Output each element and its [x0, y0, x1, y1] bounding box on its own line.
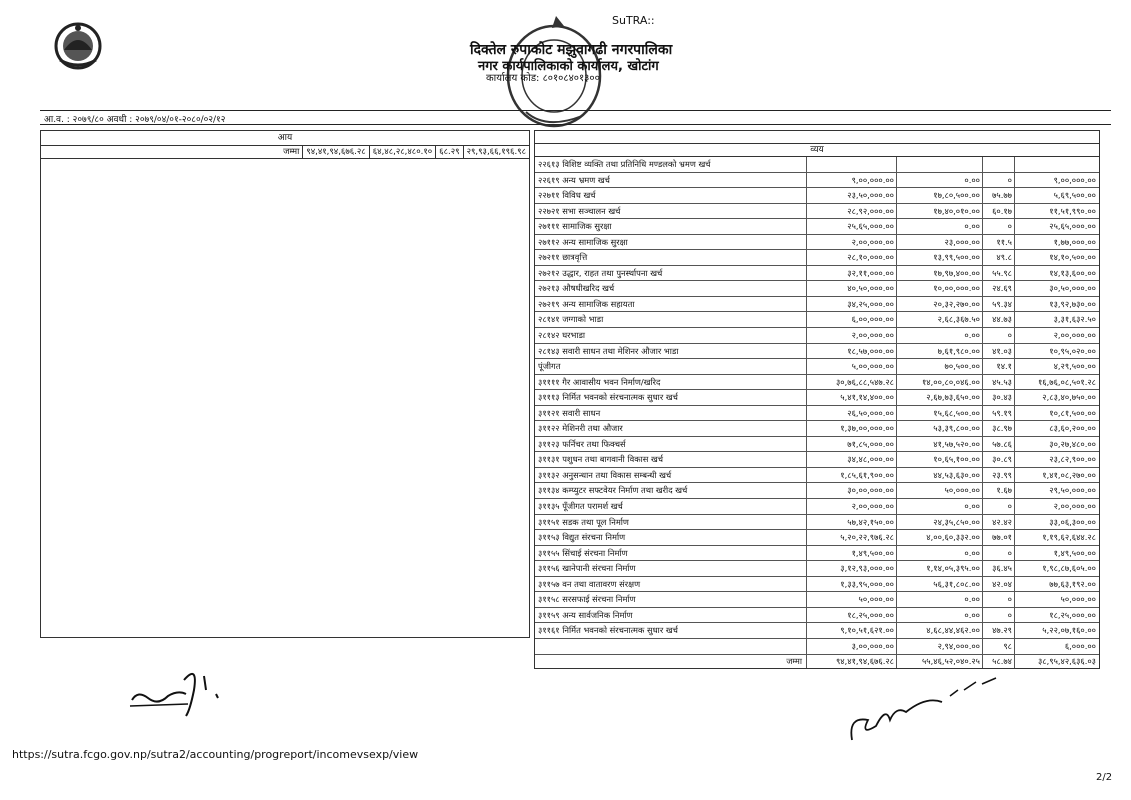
cell-budget: ३४,४८,०००.००: [807, 452, 897, 467]
cell-expense: ७०,५००.००: [897, 359, 983, 374]
cell-pct: ४५.५३: [983, 375, 1015, 390]
signature-left: [128, 660, 248, 720]
cell-expense: २०,३२,२७०.००: [897, 297, 983, 312]
page-url: https://sutra.fcgo.gov.np/sutra2/accounting/progreport/incomevsexp/view: [12, 748, 419, 761]
cell-budget: ३४,२५,०००.००: [807, 297, 897, 312]
table-row: [535, 375, 1099, 391]
cell-name: २२७२१ सभा सञ्चालन खर्च: [535, 204, 807, 219]
cell-expense: ०.००: [897, 173, 983, 188]
cell-name: ३११३१ पशुधन तथा बागवानी विकास खर्च: [535, 452, 807, 467]
cell-name: २७११२ अन्य सामाजिक सुरक्षा: [535, 235, 807, 250]
cell-name: २२६१९ अन्य भ्रमण खर्च: [535, 173, 807, 188]
cell-budget: ३०,७६,८८,५४७.२८: [807, 375, 897, 390]
table-row: [535, 623, 1099, 639]
cell-name: ३१११३ निर्मित भवनको संरचनात्मक सुधार खर्च: [535, 390, 807, 405]
cell-expense: २३,०००.००: [897, 235, 983, 250]
cell-name: २८१४३ सवारी साधन तथा मेशिनर औजार भाडा: [535, 344, 807, 359]
cell-expense: ४४,५३,६३०.००: [897, 468, 983, 483]
cell-budget: ९,००,०००.००: [807, 173, 897, 188]
cell-budget: २,००,०००.००: [807, 499, 897, 514]
cell-expense: २,९४,०००.००: [897, 639, 983, 654]
cell-budget: ५०,०००.००: [807, 592, 897, 607]
income-total-pct: ६८.२९: [435, 146, 462, 158]
cell-budget: २८,९२,०००.००: [807, 204, 897, 219]
cell-balance: ११,५१,९९०.००: [1049, 205, 1096, 216]
cell-balance: १,४९,५००.००: [1053, 547, 1096, 558]
cell-expense: ५६,३१,८०८.००: [897, 577, 983, 592]
cell-expense: [897, 157, 983, 172]
cell-expense: ०.००: [897, 219, 983, 234]
table-row: [535, 468, 1099, 484]
expense-heading: व्यय: [535, 144, 1099, 157]
cell-budget: [807, 157, 897, 172]
cell-budget: ३,१२,९३,०००.००: [807, 561, 897, 576]
table-row: [535, 173, 1099, 189]
cell-pct: ५७.८६: [983, 437, 1015, 452]
page-number: 2/2: [1096, 772, 1113, 783]
cell-expense: ०.००: [897, 499, 983, 514]
expense-table: [535, 157, 1099, 655]
cell-name: २७२१२ उद्धार, राहत तथा पुनर्स्थापना खर्च: [535, 266, 807, 281]
table-row: [535, 390, 1099, 406]
cell-name: ३११३५ पूँजीगत परामर्श खर्च: [535, 499, 807, 514]
cell-pct: ०: [983, 328, 1015, 343]
cell-expense: २,६७,७३,६५०.००: [897, 390, 983, 405]
expense-total-budget: ९४,४१,९४,६७६.२८: [807, 655, 897, 668]
cell-pct: २३.९९: [983, 468, 1015, 483]
cell-budget: २३,५०,०००.००: [807, 188, 897, 203]
cell-name: पूंजीगत: [535, 359, 807, 374]
cell-name: २७१११ सामाजिक सुरक्षा: [535, 219, 807, 234]
table-row: [535, 515, 1099, 531]
table-row: [535, 188, 1099, 204]
cell-expense: ४,६८,४४,४६२.००: [897, 623, 983, 638]
cell-expense: ७,६१,९८०.००: [897, 344, 983, 359]
table-row: [535, 561, 1099, 577]
cell-balance: ५,२२,०७,१६०.००: [1042, 625, 1096, 636]
cell-name: ३११५७ वन तथा वातावरण संरक्षण: [535, 577, 807, 592]
table-row: [535, 608, 1099, 624]
table-row: [535, 437, 1099, 453]
cell-expense: ४,००,६०,३३२.००: [897, 530, 983, 545]
table-row: [535, 483, 1099, 499]
table-row: [535, 235, 1099, 251]
cell-name: २७२११ छात्रवृत्ति: [535, 250, 807, 265]
cell-budget: १,४९,५००.००: [807, 546, 897, 561]
table-row: [535, 312, 1099, 328]
table-row: [535, 421, 1099, 437]
income-total-row: [41, 146, 529, 159]
table-row: [535, 359, 1099, 375]
cell-balance: ३०,५०,०००.००: [1049, 283, 1096, 294]
table-row: [535, 328, 1099, 344]
cell-pct: ३६.४५: [983, 561, 1015, 576]
cell-pct: ४७.२९: [983, 623, 1015, 638]
cell-budget: १८,२५,०००.००: [807, 608, 897, 623]
cell-name: ३११५५ सिंचाई संरचना निर्माण: [535, 546, 807, 561]
cell-pct: ०: [983, 592, 1015, 607]
cell-pct: १.६७: [983, 483, 1015, 498]
cell-budget: ५,००,०००.००: [807, 359, 897, 374]
cell-pct: ४९.८: [983, 250, 1015, 265]
cell-pct: ७७.०१: [983, 530, 1015, 545]
income-heading: आय: [41, 131, 529, 146]
cell-budget: ३०,००,०००.००: [807, 483, 897, 498]
cell-expense: २४,३५,८५०.००: [897, 515, 983, 530]
cell-name: ३११५८ सरसफाई संरचना निर्माण: [535, 592, 807, 607]
divider: [40, 110, 1111, 111]
cell-balance: ३०,२७,४८०.००: [1049, 438, 1096, 449]
cell-balance: १,४१,०८,२७०.००: [1042, 469, 1096, 480]
table-row: [535, 204, 1099, 220]
cell-expense: ०.००: [897, 328, 983, 343]
cell-budget: ४०,५०,०००.००: [807, 281, 897, 296]
table-row: [535, 297, 1099, 313]
table-row: [535, 530, 1099, 546]
expense-total-label: जम्मा: [535, 655, 807, 668]
cell-balance: १८,२५,०००.००: [1049, 609, 1096, 620]
cell-balance: ६,०००.००: [1064, 640, 1096, 651]
cell-balance: ९,००,०००.००: [1053, 174, 1096, 185]
cell-pct: ४४.७३: [983, 312, 1015, 327]
cell-budget: २,००,०००.००: [807, 235, 897, 250]
cell-pct: ७५.७७: [983, 188, 1015, 203]
cell-budget: १,३७,००,०००.००: [807, 421, 897, 436]
table-row: [535, 266, 1099, 282]
cell-balance: २,८३,४०,७५०.००: [1042, 392, 1096, 403]
table-row: [535, 157, 1099, 173]
income-total-balance: २९,९३,६६,१९६.९८: [463, 146, 529, 158]
expense-total-expense: ५५,४६,५२,०४०.२५: [897, 655, 983, 668]
cell-pct: ५९.३४: [983, 297, 1015, 312]
expense-total-balance: ३८,९५,४२,६३६.०३: [1037, 655, 1096, 666]
cell-balance: १६,७६,०८,५०१.२८: [1037, 376, 1096, 387]
cell-name: ३११२२ मेशिनरी तथा औजार: [535, 421, 807, 436]
cell-name: ३११५९ अन्य सार्वजनिक निर्माण: [535, 608, 807, 623]
cell-expense: २,६८,३६७.५०: [897, 312, 983, 327]
cell-pct: ०: [983, 546, 1015, 561]
expense-blank-header: [535, 131, 1099, 144]
cell-pct: ४२.४२: [983, 515, 1015, 530]
cell-pct: ३०.८९: [983, 452, 1015, 467]
cell-expense: १४,००,८०,०४६.००: [897, 375, 983, 390]
table-row: [535, 452, 1099, 468]
table-row: [535, 281, 1099, 297]
fiscal-year-line: आ.व. : २०७९/८० अवधी : २०७९/०४/०१-२०८०/०२/१२: [44, 115, 226, 125]
cell-pct: ५९.१९: [983, 406, 1015, 421]
table-row: [535, 639, 1099, 655]
cell-name: २२७११ विविध खर्च: [535, 188, 807, 203]
cell-name: ३११२१ सवारी साधन: [535, 406, 807, 421]
cell-balance: १०,९५,०२०.००: [1049, 345, 1096, 356]
cell-name: ३११५६ खानेपानी संरचना निर्माण: [535, 561, 807, 576]
cell-balance: [1015, 157, 1099, 172]
income-total-label: जम्मा: [283, 147, 300, 157]
cell-balance: ४,२९,५००.००: [1053, 361, 1096, 372]
income-total-budget: ९४,४१,९४,६७६.२८: [302, 146, 368, 158]
cell-name: ३११५१ सडक तथा पूल निर्माण: [535, 515, 807, 530]
cell-pct: ३०.४३: [983, 390, 1015, 405]
cell-balance: २,००,०००.००: [1053, 330, 1096, 341]
nepal-emblem-icon: [52, 20, 104, 72]
table-row: [535, 577, 1099, 593]
cell-expense: ०.००: [897, 592, 983, 607]
app-name: SuTRA::: [612, 14, 655, 27]
cell-name: ३११२३ फर्निचर तथा फिक्चर्स: [535, 437, 807, 452]
cell-pct: ९८: [983, 639, 1015, 654]
cell-pct: ०: [983, 608, 1015, 623]
cell-balance: १४,१३,६००.००: [1049, 267, 1096, 278]
cell-budget: २,००,०००.००: [807, 328, 897, 343]
cell-pct: ०: [983, 173, 1015, 188]
cell-balance: १,१९,६२,६४४.२८: [1042, 532, 1096, 543]
cell-budget: २८,१०,०००.००: [807, 250, 897, 265]
cell-balance: १३,९२,७३०.००: [1049, 298, 1096, 309]
cell-expense: १५,६८,५००.००: [897, 406, 983, 421]
cell-balance: १०,८१,५००.००: [1049, 407, 1096, 418]
table-row: [535, 499, 1099, 515]
cell-balance: २५,६५,०००.००: [1049, 221, 1096, 232]
cell-expense: १०,००,०००.००: [897, 281, 983, 296]
cell-budget: ५,२०,२२,९७६.२८: [807, 530, 897, 545]
cell-budget: २६,५०,०००.००: [807, 406, 897, 421]
cell-expense: ०.००: [897, 546, 983, 561]
cell-budget: ३,००,०००.००: [807, 639, 897, 654]
cell-pct: २४.६९: [983, 281, 1015, 296]
cell-name: [535, 639, 807, 654]
cell-balance: ५०,०००.००: [1060, 594, 1096, 605]
cell-pct: ३८.९७: [983, 421, 1015, 436]
office-title: नगर कार्यपालिकाको कार्यालय, खोटांग: [478, 59, 659, 74]
cell-balance: १,७७,०००.००: [1053, 236, 1096, 247]
cell-expense: १७,८०,५००.००: [897, 188, 983, 203]
cell-balance: २,००,०००.००: [1053, 501, 1096, 512]
cell-budget: ३२,११,०००.००: [807, 266, 897, 281]
cell-pct: ०: [983, 219, 1015, 234]
expense-total-row: [535, 655, 1099, 668]
cell-name: ३११६१ निर्मित भवनको संरचनात्मक सुधार खर्च: [535, 623, 807, 638]
cell-balance: १,९८,८७,६०५.००: [1042, 563, 1096, 574]
signature-right: [846, 676, 1006, 746]
divider: [40, 124, 1111, 125]
cell-name: २७२१९ अन्य सामाजिक सहायता: [535, 297, 807, 312]
cell-budget: २५,६५,०००.००: [807, 219, 897, 234]
municipality-title: दिक्तेल रुपाकोट मझुवागढी नगरपालिका: [470, 42, 673, 58]
cell-balance: ५,६९,५००.००: [1053, 190, 1096, 201]
cell-expense: १७,४०,०१०.००: [897, 204, 983, 219]
cell-name: २८१४१ जग्गाको भाडा: [535, 312, 807, 327]
cell-name: ३११३४ कम्प्युटर सफ्टवेयर निर्माण तथा खरीद खर्च: [535, 483, 807, 498]
cell-pct: ५५.९८: [983, 266, 1015, 281]
income-section: [40, 130, 530, 638]
cell-expense: ४१,५७,५२०.००: [897, 437, 983, 452]
cell-budget: ५,४१,१४,४००.००: [807, 390, 897, 405]
cell-budget: ७१,८५,०००.००: [807, 437, 897, 452]
cell-budget: १,३३,९५,०००.००: [807, 577, 897, 592]
table-row: [535, 344, 1099, 360]
cell-balance: २३,८२,९००.००: [1049, 454, 1096, 465]
cell-pct: ४२.०४: [983, 577, 1015, 592]
cell-expense: ०.००: [897, 608, 983, 623]
cell-pct: ६०.१७: [983, 204, 1015, 219]
cell-expense: ५३,३९,८००.००: [897, 421, 983, 436]
cell-budget: ९,१०,५१,६२१.००: [807, 623, 897, 638]
cell-name: २७२१३ औषधीखरिद खर्च: [535, 281, 807, 296]
cell-budget: ६,००,०००.००: [807, 312, 897, 327]
table-row: [535, 592, 1099, 608]
cell-expense: १३,९९,५००.००: [897, 250, 983, 265]
cell-expense: ५०,०००.००: [897, 483, 983, 498]
cell-name: ३११११ गैर आवासीय भवन निर्माण/खरिद: [535, 375, 807, 390]
cell-budget: १८,५७,०००.००: [807, 344, 897, 359]
cell-pct: [983, 157, 1015, 172]
cell-name: २८१४२ घरभाडा: [535, 328, 807, 343]
cell-balance: ३,३१,६३२.५०: [1053, 314, 1096, 325]
cell-pct: १४.१: [983, 359, 1015, 374]
table-row: [535, 546, 1099, 562]
cell-pct: ११.५: [983, 235, 1015, 250]
cell-name: २२६१३ विशिष्ट व्यक्ति तथा प्रतिनिधि मण्डलको भ्रमण खर्च: [535, 157, 807, 172]
expense-total-pct: ५८.७४: [983, 655, 1015, 668]
expense-section: [534, 130, 1100, 669]
cell-budget: ५७,४२,१५०.००: [807, 515, 897, 530]
cell-name: ३११५३ विद्युत संरचना निर्माण: [535, 530, 807, 545]
cell-expense: १,१४,०५,३९५.००: [897, 561, 983, 576]
cell-balance: ३३,०६,३००.००: [1049, 516, 1096, 527]
cell-name: ३११३२ अनुसन्धान तथा विकास सम्बन्धी खर्च: [535, 468, 807, 483]
cell-expense: १०,६५,१००.००: [897, 452, 983, 467]
cell-balance: ७७,६३,१९२.००: [1049, 578, 1096, 589]
cell-balance: १४,१०,५००.००: [1049, 252, 1096, 263]
cell-balance: ८३,६०,२००.००: [1049, 423, 1096, 434]
table-row: [535, 250, 1099, 266]
cell-expense: १७,९७,४००.००: [897, 266, 983, 281]
table-row: [535, 406, 1099, 422]
income-total-received: ६४,४८,२८,४८०.१०: [369, 146, 435, 158]
table-row: [535, 219, 1099, 235]
office-code: कार्यालय कोड: ८०१०८४०१३००: [486, 73, 600, 84]
cell-pct: ०: [983, 499, 1015, 514]
cell-balance: २९,५०,०००.००: [1049, 485, 1096, 496]
cell-budget: १,८५,६१,९००.००: [807, 468, 897, 483]
cell-pct: ४१.०३: [983, 344, 1015, 359]
